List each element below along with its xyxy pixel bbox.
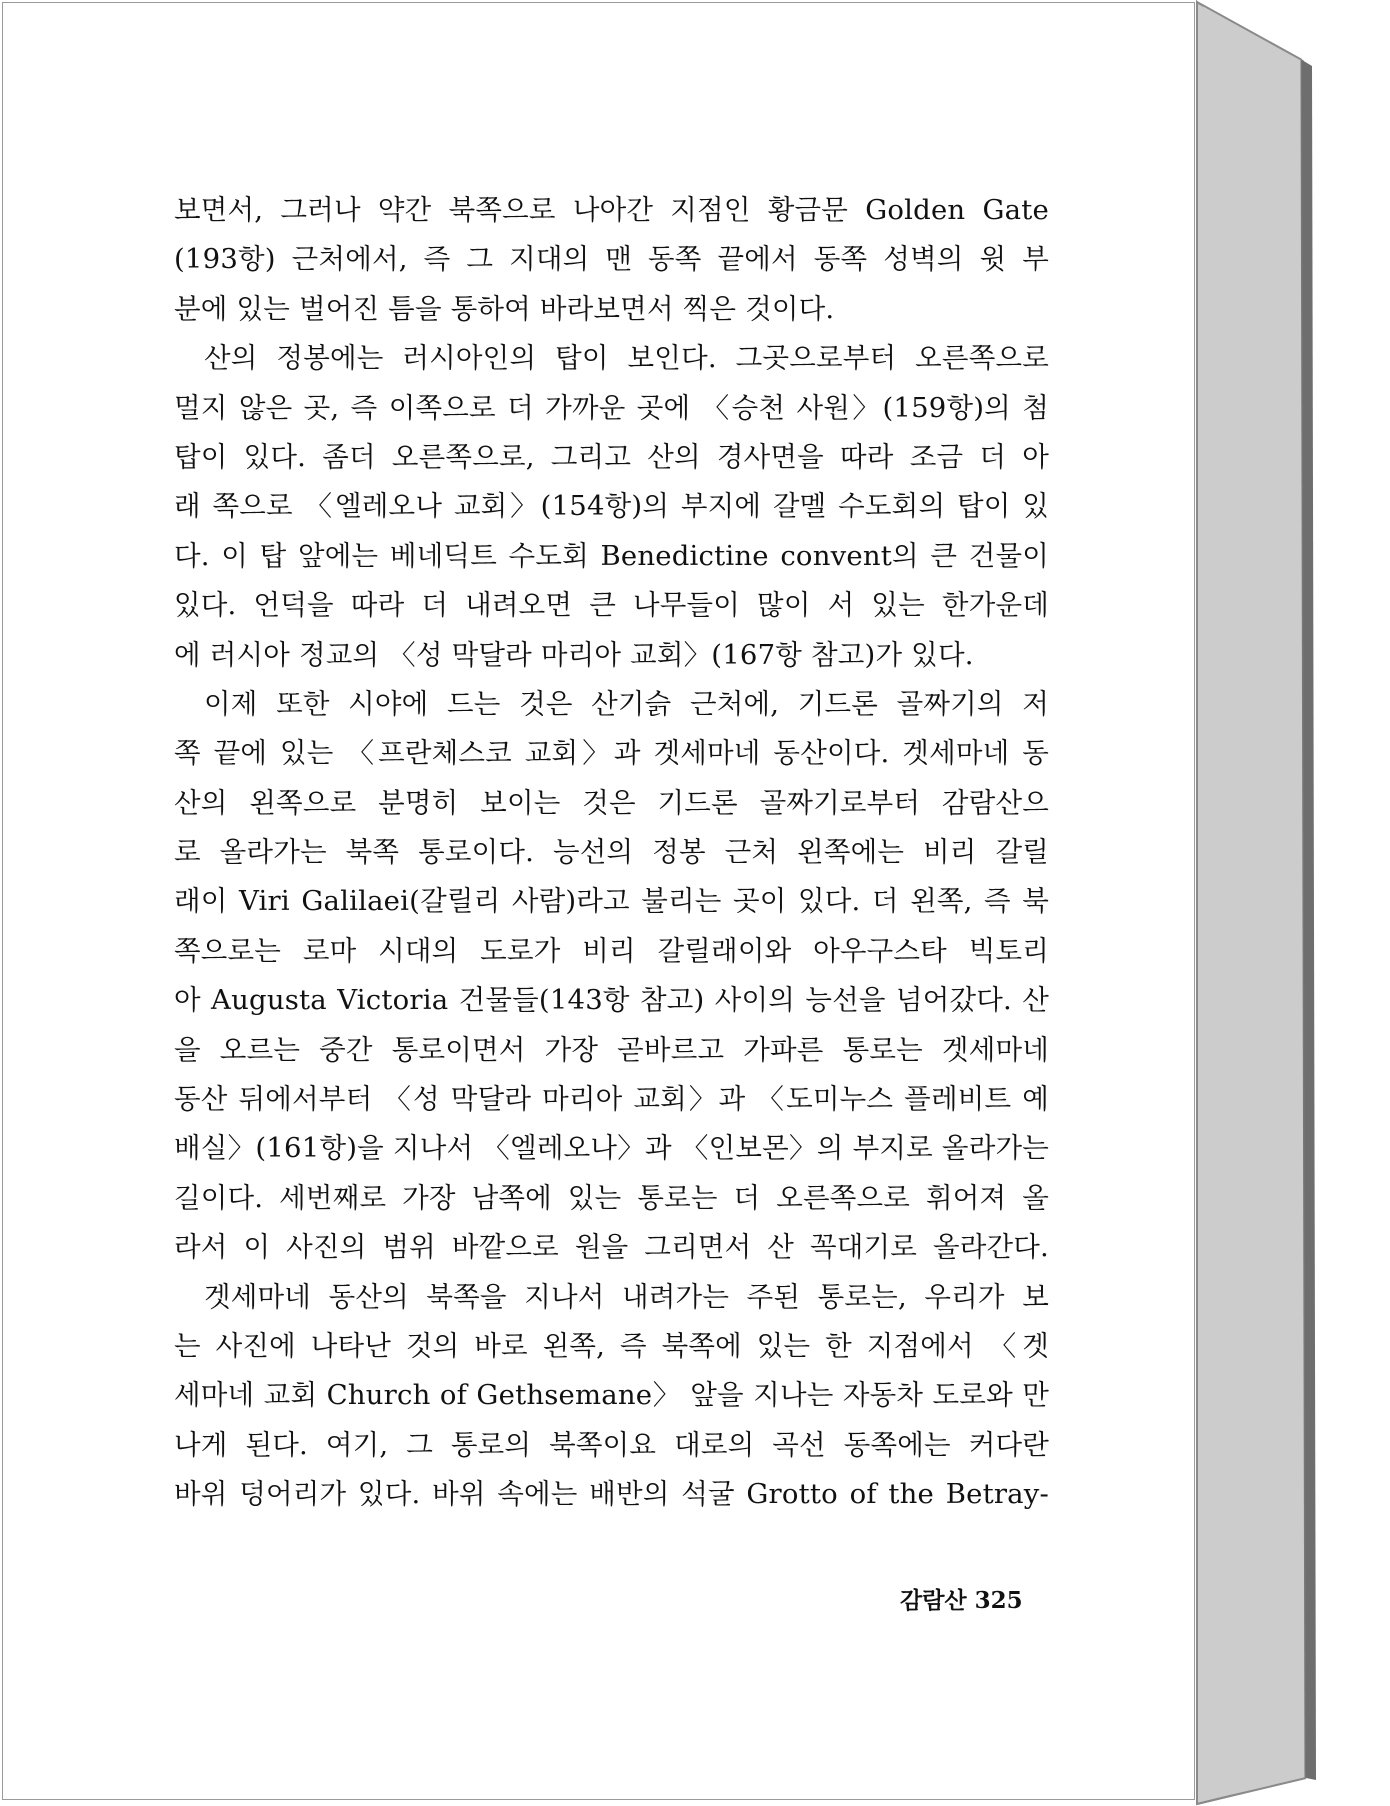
page-number: 325 [974, 1587, 1023, 1614]
running-head-section: 감람산 [900, 1587, 967, 1614]
text-line: 다. 이 탑 앞에는 베네딕트 수도회 Benedictine convent의 큰 건물이 [174, 539, 1049, 572]
text-line: 멀지 않은 곳, 즉 이쪽으로 더 가까운 곳에 〈승천 사원〉(159항)의 첨 [174, 391, 1049, 424]
paragraph-2 [174, 334, 1049, 680]
text-line: 바위 덩어리가 있다. 바위 속에는 배반의 석굴 Grotto of the Betray- [174, 1478, 1049, 1511]
text-line: 세마네 교회 Church of Gethsemane〉 앞을 지나는 자동차 도로와 만 [174, 1379, 1049, 1412]
text-line: 있다. 언덕을 따라 더 내려오면 큰 나무들이 많이 서 있는 한가운데 [174, 589, 1049, 622]
text-line: 래이 Viri Galilaei(갈릴리 사람)라고 불리는 곳이 있다. 더 왼쪽, 즉 북 [174, 885, 1049, 918]
text-line: 로 올라가는 북쪽 통로이다. 능선의 정봉 근처 왼쪽에는 비리 갈릴 [174, 836, 1049, 869]
text-line: 산의 정봉에는 러시아인의 탑이 보인다. 그곳으로부터 오른쪽으로 [204, 342, 1049, 375]
text-line: 라서 이 사진의 범위 바깥으로 원을 그리면서 산 꼭대기로 올라간다. [174, 1231, 1049, 1264]
text-line: 배실〉(161항)을 지나서 〈엘레오나〉과 〈인보몬〉의 부지로 올라가는 [174, 1132, 1049, 1165]
text-line: 아 Augusta Victoria 건물들(143항 참고) 사이의 능선을 넘어갔다. 산 [174, 984, 1049, 1017]
body-text [174, 186, 1049, 1520]
page-footer [900, 1582, 1023, 1615]
text-line: 길이다. 세번째로 가장 남쪽에 있는 통로는 더 오른쪽으로 휘어져 올 [174, 1181, 1049, 1214]
text-line: (193항) 근처에서, 즉 그 지대의 맨 동쪽 끝에서 동쪽 성벽의 윗 부 [174, 243, 1049, 276]
text-line: 쪽으로는 로마 시대의 도로가 비리 갈릴래이와 아우구스타 빅토리 [174, 934, 1049, 967]
text-line: 에 러시아 정교의 〈성 막달라 마리아 교회〉(167항 참고)가 있다. [174, 638, 974, 671]
text-line: 래 쪽으로 〈엘레오나 교회〉(154항)의 부지에 갈멜 수도회의 탑이 있 [174, 490, 1049, 523]
paragraph-1 [174, 186, 1049, 334]
text-line: 겟세마네 동산의 북쪽을 지나서 내려가는 주된 통로는, 우리가 보 [204, 1280, 1049, 1313]
paragraph-3 [174, 680, 1049, 1273]
text-line: 쪽 끝에 있는 〈프란체스코 교회〉과 겟세마네 동산이다. 겟세마네 동 [174, 737, 1049, 770]
text-line: 산의 왼쪽으로 분명히 보이는 것은 기드론 골짜기로부터 감람산으 [174, 786, 1049, 819]
text-line: 나게 된다. 여기, 그 통로의 북쪽이요 대로의 곡선 동쪽에는 커다란 [174, 1428, 1049, 1461]
text-line: 는 사진에 나타난 것의 바로 왼쪽, 즉 북쪽에 있는 한 지점에서 〈겟 [174, 1329, 1049, 1362]
text-line: 이제 또한 시야에 드는 것은 산기슭 근처에, 기드론 골짜기의 저 [204, 687, 1049, 720]
text-line: 분에 있는 벌어진 틈을 통하여 바라보면서 찍은 것이다. [174, 292, 835, 325]
text-line: 동산 뒤에서부터 〈성 막달라 마리아 교회〉과 〈도미누스 플레비트 예 [174, 1083, 1049, 1116]
paragraph-4 [174, 1273, 1049, 1520]
text-line: 을 오르는 중간 통로이면서 가장 곧바르고 가파른 통로는 겟세마네 [174, 1033, 1049, 1066]
text-line: 보면서, 그러나 약간 북쪽으로 나아간 지점인 황금문 Golden Gate [174, 194, 1049, 226]
text-line: 탑이 있다. 좀더 오른쪽으로, 그리고 산의 경사면을 따라 조금 더 아 [174, 440, 1049, 473]
